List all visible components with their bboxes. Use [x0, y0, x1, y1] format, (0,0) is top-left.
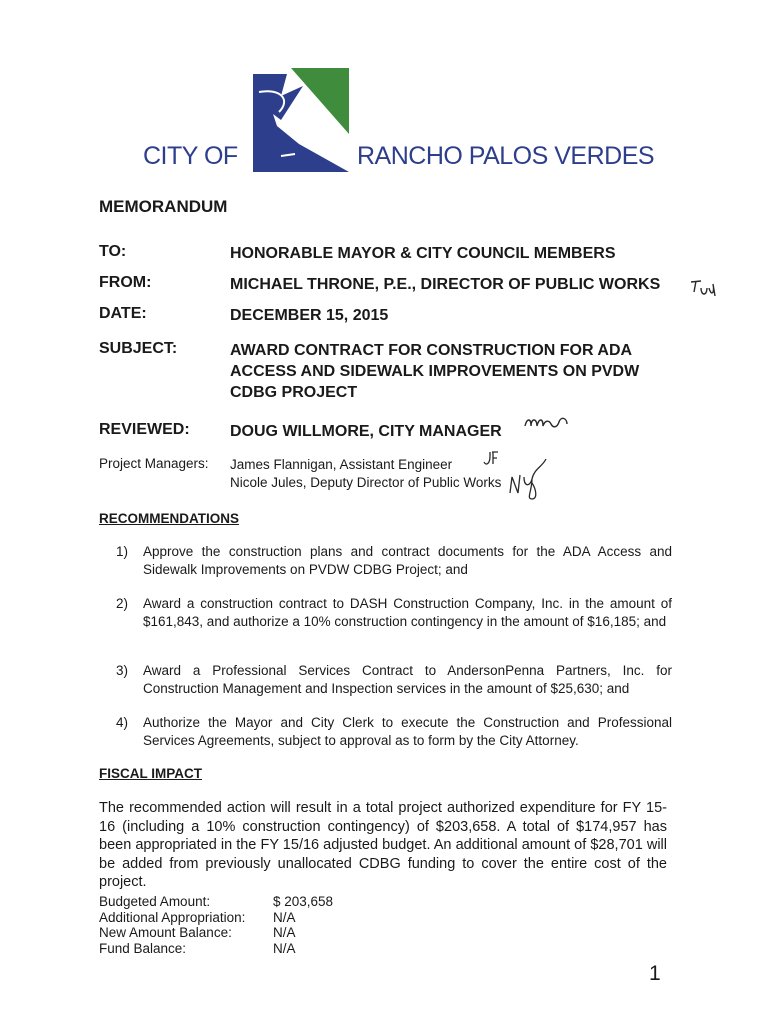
recommendation-text: Award a Professional Services Contract to AndersonPenna Partners, Inc. for Construction Management and Inspection services in the amount of $25,630; and [143, 663, 672, 696]
handwritten-initials-from [689, 278, 719, 300]
recommendation-item [116, 543, 672, 579]
recommendation-number: 4) [116, 715, 129, 730]
budget-row [99, 925, 333, 941]
budget-value: N/A [273, 940, 296, 956]
from-label: FROM: [99, 274, 152, 291]
budget-row [99, 894, 333, 910]
handwritten-initials-jules [508, 455, 552, 501]
reviewed-label: REVIEWED: [99, 421, 190, 438]
project-manager-name: Nicole Jules, Deputy Director of Public Works [230, 475, 502, 490]
to-value: HONORABLE MAYOR & CITY COUNCIL MEMBERS [230, 245, 616, 262]
project-managers-list [230, 456, 501, 492]
budget-row [99, 941, 333, 957]
recommendation-text: Authorize the Mayor and City Clerk to execute the Construction and Professional Services Agreements, subject to approval as to form by the City Attorney. [143, 715, 672, 748]
budget-label: Fund Balance: [99, 940, 187, 956]
recommendation-number: 2) [116, 596, 129, 611]
memo-title: MEMORANDUM [99, 197, 228, 216]
recommendation-number: 3) [116, 663, 129, 678]
budget-value: N/A [273, 909, 296, 925]
project-managers-label: Project Managers: [99, 456, 209, 471]
logo-green-shape [291, 68, 349, 134]
recommendation-item [116, 595, 672, 631]
recommendations-heading: RECOMMENDATIONS [99, 511, 239, 526]
budget-label: Additional Appropriation: [99, 909, 246, 925]
recommendation-number: 1) [116, 544, 129, 559]
fiscal-impact-heading: FISCAL IMPACT [99, 766, 202, 781]
date-label: DATE: [99, 305, 147, 322]
logo-city-of: CITY OF [143, 142, 238, 170]
city-logo-graphic [251, 68, 349, 174]
subject-label: SUBJECT: [99, 340, 178, 357]
handwritten-initials-reviewed [523, 414, 571, 436]
budget-label: New Amount Balance: [99, 925, 232, 940]
budget-value: $ 203,658 [273, 894, 334, 909]
from-value: MICHAEL THRONE, P.E., DIRECTOR OF PUBLIC WORKS [230, 276, 661, 293]
date-value: DECEMBER 15, 2015 [230, 307, 389, 324]
project-manager-name: James Flannigan, Assistant Engineer [230, 457, 453, 472]
budget-value: N/A [273, 925, 296, 940]
recommendation-text: Award a construction contract to DASH Construction Company, Inc. in the amount of $161,843, and authorize a 10% construction contingency in the amount of $16,185; and [143, 596, 672, 629]
reviewed-value: DOUG WILLMORE, CITY MANAGER [230, 423, 502, 440]
fiscal-impact-paragraph: The recommended action will result in a total project authorized expenditure for FY 15-16 (including a 10% construction contingency) of $203,658. A total of $174,957 has been appropriated in the FY 15/16 adjusted budget. An additional amount of $28,701 will be added from previously unallocated CDBG funding to cover the entire cost of the project. [99, 800, 667, 890]
to-label: TO: [99, 243, 127, 260]
recommendation-item [116, 714, 672, 750]
recommendation-item [116, 662, 672, 698]
recommendation-text: Approve the construction plans and contract documents for the ADA Access and Sidewalk Improvements on PVDW CDBG Project; and [143, 544, 672, 577]
budget-table [99, 894, 333, 956]
logo-city-name: RANCHO PALOS VERDES [357, 142, 655, 170]
budget-label: Budgeted Amount: [99, 894, 211, 909]
page-number: 1 [649, 962, 661, 985]
budget-row [99, 910, 333, 926]
subject-value: AWARD CONTRACT FOR CONSTRUCTION FOR ADA ACCESS AND SIDEWALK IMPROVEMENTS ON PVDW CDBG PROJECT [230, 342, 640, 401]
